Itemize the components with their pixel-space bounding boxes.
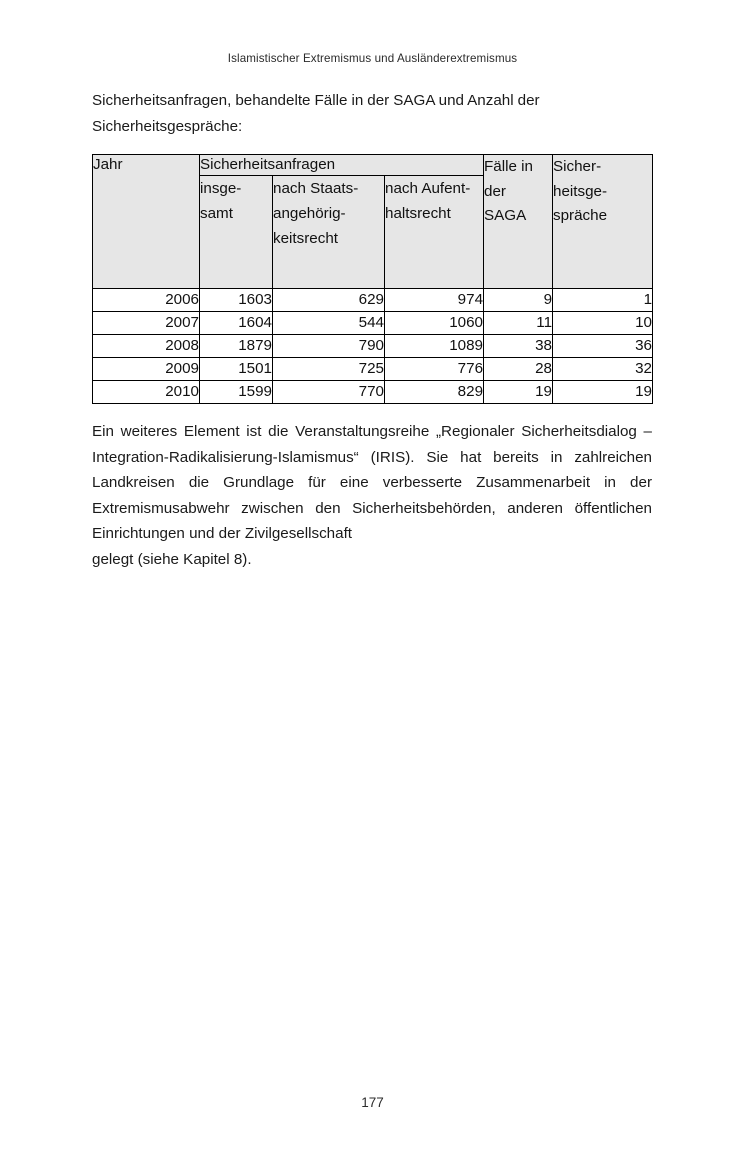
column-subheader-staatsangehoerigkeitsrecht-text: nach Staats- angehörig- keitsrecht: [273, 180, 359, 247]
column-group-header-sicherheitsanfragen: Sicherheitsanfragen: [200, 155, 484, 176]
cell-aufenthaltsrecht: 1089: [385, 335, 484, 358]
cell-insgesamt: 1599: [200, 381, 273, 404]
cell-faelle-saga: 38: [484, 335, 553, 358]
table-row: [93, 335, 653, 358]
cell-aufenthaltsrecht: 829: [385, 381, 484, 404]
cell-sicherheitsgespraeche: 36: [553, 335, 653, 358]
cell-staatsangehoerigkeitsrecht: 770: [273, 381, 385, 404]
cell-sicherheitsgespraeche: 10: [553, 312, 653, 335]
cell-insgesamt: 1603: [200, 289, 273, 312]
cell-faelle-saga: 28: [484, 358, 553, 381]
body-paragraph: [92, 419, 652, 572]
intro-paragraph: Sicherheitsanfragen, behandelte Fälle in der SAGA und Anzahl der Sicherheitsgespräche:: [92, 92, 540, 135]
column-subheader-aufenthaltsrecht-text: nach Aufent- haltsrecht: [385, 180, 471, 222]
page-number: 177: [361, 1095, 384, 1110]
column-header-sicherheitsgespraeche: Sicher- heitsge- spräche: [553, 155, 653, 289]
cell-staatsangehoerigkeitsrecht: 629: [273, 289, 385, 312]
cell-aufenthaltsrecht: 776: [385, 358, 484, 381]
table-row: [93, 358, 653, 381]
cell-jahr: 2010: [93, 381, 200, 404]
cell-staatsangehoerigkeitsrecht: 725: [273, 358, 385, 381]
table-row: [93, 381, 653, 404]
cell-insgesamt: 1604: [200, 312, 273, 335]
body-paragraph-last-line: gelegt (siehe Kapitel 8).: [92, 550, 252, 568]
cell-sicherheitsgespraeche: 32: [553, 358, 653, 381]
column-subheader-aufenthaltsrecht: [385, 176, 484, 289]
table-row: [93, 312, 653, 335]
table-row: [93, 289, 653, 312]
cell-sicherheitsgespraeche: 19: [553, 381, 653, 404]
column-header-jahr: Jahr: [93, 155, 200, 289]
column-subheader-staatsangehoerigkeitsrecht: [273, 176, 385, 289]
running-header: Islamistischer Extremismus und Ausländerextremismus: [227, 52, 518, 65]
cell-staatsangehoerigkeitsrecht: 544: [273, 312, 385, 335]
column-subheader-insgesamt-text: insge- samt: [200, 180, 242, 222]
security-inquiries-table: [92, 154, 653, 404]
column-subheader-insgesamt: [200, 176, 273, 289]
cell-faelle-saga: 11: [484, 312, 553, 335]
cell-jahr: 2006: [93, 289, 200, 312]
cell-insgesamt: 1501: [200, 358, 273, 381]
content-column: [92, 88, 652, 572]
table-header-row-1: [93, 155, 653, 176]
cell-jahr: 2008: [93, 335, 200, 358]
cell-jahr: 2009: [93, 358, 200, 381]
cell-staatsangehoerigkeitsrecht: 790: [273, 335, 385, 358]
table-body: [93, 289, 653, 404]
cell-sicherheitsgespraeche: 1: [553, 289, 653, 312]
cell-aufenthaltsrecht: 1060: [385, 312, 484, 335]
table-header: [93, 155, 653, 289]
body-paragraph-main: Ein weiteres Element ist die Veranstaltungsreihe „Regionaler Sicherheitsdialog – Integration-Radikalisierung-Islamismus“ (IRIS). Sie hat bereits in zahlreichen Landkreisen die Grundlage für eine verbesserte Zusammenarbeit in der Extremismusabwehr zwischen den Sicherheitsbehörden, anderen öffentlichen Einrichtungen und der Zivilgesellschaft: [92, 423, 652, 542]
cell-faelle-saga: 9: [484, 289, 553, 312]
cell-aufenthaltsrecht: 974: [385, 289, 484, 312]
cell-faelle-saga: 19: [484, 381, 553, 404]
column-header-faelle-in-der-saga: Fälle in der SAGA: [484, 155, 553, 289]
cell-insgesamt: 1879: [200, 335, 273, 358]
cell-jahr: 2007: [93, 312, 200, 335]
